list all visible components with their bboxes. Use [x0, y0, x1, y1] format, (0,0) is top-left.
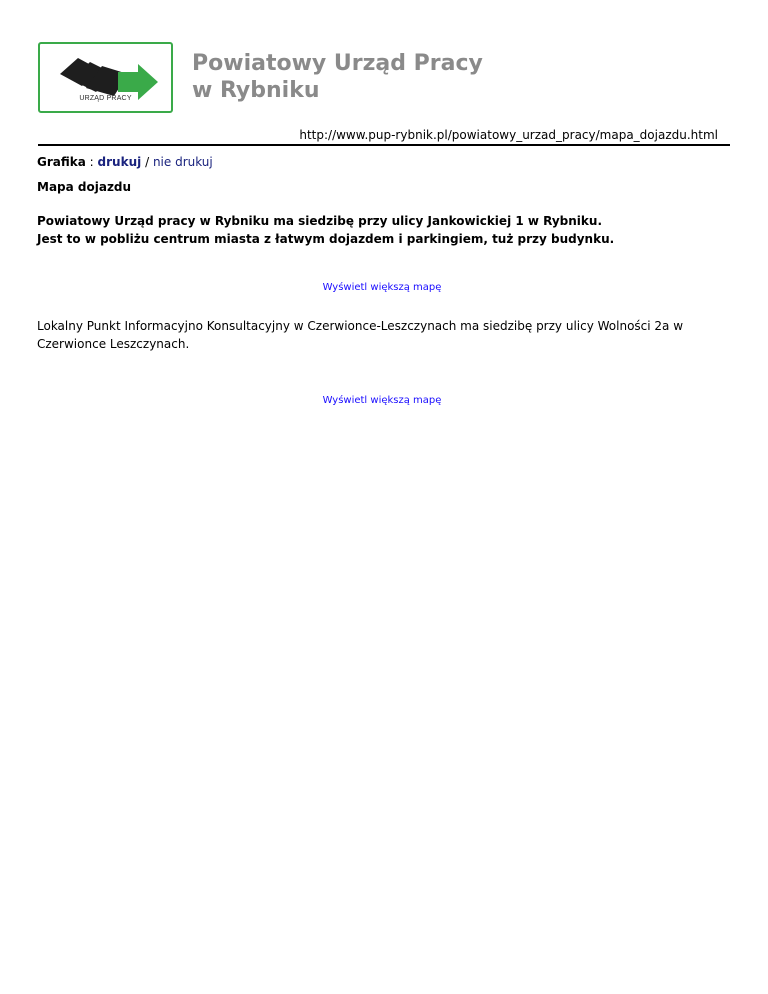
- header-divider: [38, 144, 730, 146]
- site-title-line2: w Rybniku: [192, 78, 320, 103]
- intro-line-2: Jest to w pobliżu centrum miasta z łatwym dojazdem i parkingiem, tuż przy budynku.: [37, 232, 615, 246]
- site-title: [192, 50, 483, 104]
- graphics-separator: :: [89, 155, 94, 169]
- pup-logo[interactable]: [38, 42, 173, 113]
- intro-paragraph: [37, 212, 727, 248]
- print-off-link[interactable]: nie drukuj: [152, 155, 213, 169]
- larger-map-link-1[interactable]: Wyświetl większą mapę: [322, 282, 442, 293]
- print-on-link[interactable]: drukuj: [97, 155, 142, 169]
- logo-caption: URZĄD PRACY: [79, 95, 132, 102]
- larger-map-link-2[interactable]: Wyświetl większą mapę: [322, 395, 442, 406]
- second-office-paragraph: Lokalny Punkt Informacyjno Konsultacyjny w Czerwionce-Leszczynach ma siedzibę przy ulicy Wolności 2a w Czerwionce Leszczynach.: [37, 319, 684, 351]
- graphics-label: Grafika: [37, 155, 86, 169]
- page-heading: Mapa dojazdu: [37, 180, 132, 194]
- main-content: [37, 154, 727, 406]
- graphics-slash: /: [145, 155, 150, 169]
- graphics-toggle: [37, 154, 727, 170]
- site-title-line1: Powiatowy Urząd Pracy: [192, 51, 483, 76]
- page-url: http://www.pup-rybnik.pl/powiatowy_urzad_pracy/mapa_dojazdu.html: [299, 128, 718, 142]
- page-header: [38, 42, 730, 146]
- intro-line-1: Powiatowy Urząd pracy w Rybniku ma siedzibę przy ulicy Jankowickiej 1 w Rybniku.: [37, 214, 602, 228]
